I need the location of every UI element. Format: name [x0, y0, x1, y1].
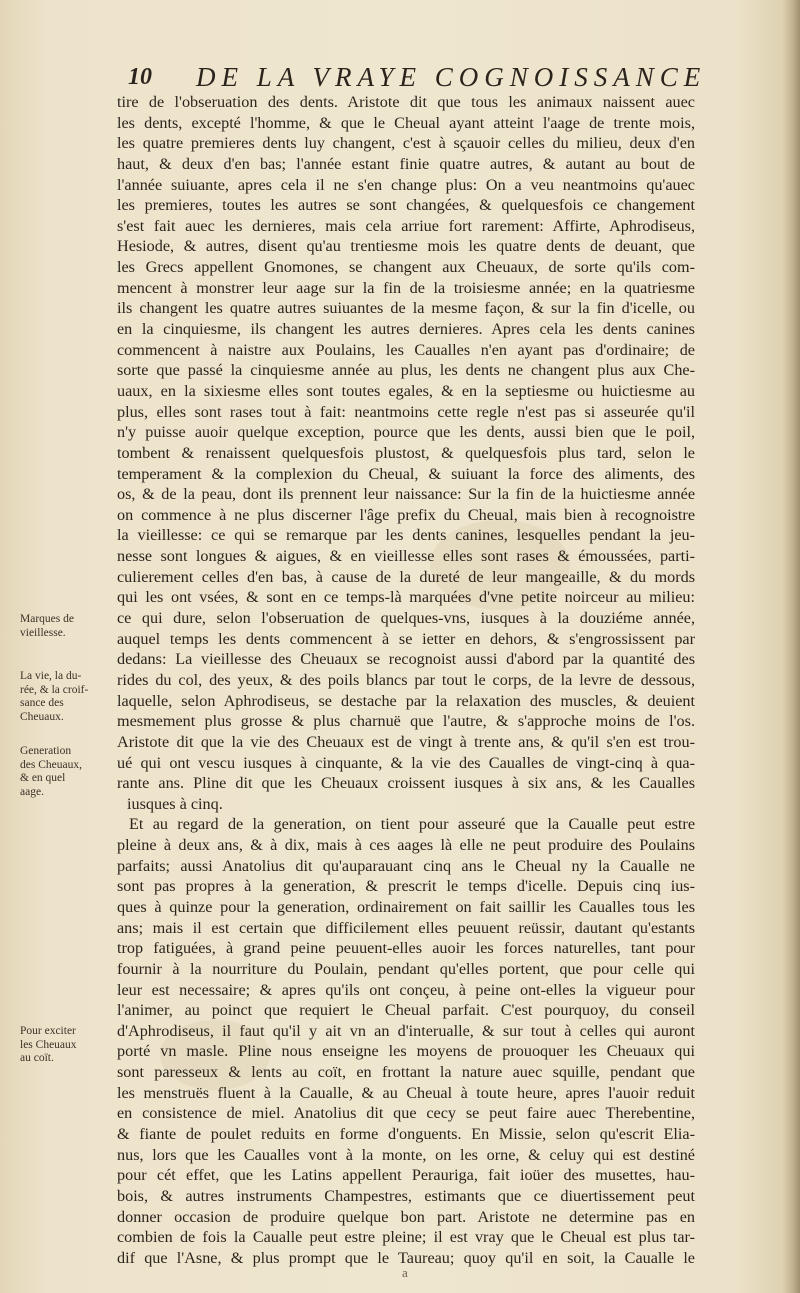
text-line: on commence à ne plus discerner l'âge prefix du Cheual, mais bien à recognoistre — [117, 505, 695, 524]
text-line: combien de fois la Caualle peut estre pleine; il est vray que le Cheual est plus tar- — [117, 1228, 695, 1247]
text-line: Hesiode, & autres, disent qu'au trentiesme mois les quatre dents de deuant, que — [117, 237, 695, 256]
text-line: tombent & renaissent quelquesfois plustost, & quelquesfois plus tard, selon le — [117, 443, 695, 462]
text-line: ué qui ont vescu iusques à cinquante, & la vie des Caualles de vingt-cinq à qua- — [117, 753, 695, 772]
text-line: mesmement plus grosse & plus charnuë que l'autre, & s'approche moins de l'os. — [117, 712, 695, 731]
text-line: ce qui dure, selon l'obseruation de quelques-vns, iusques à la douziéme année, — [117, 609, 695, 628]
text-line: os, & de la peau, dont ils prennent leur naissance: Sur la fin de la huictiesme année — [117, 485, 695, 504]
margin-note — [20, 670, 88, 724]
margin-note-line: Marques de — [20, 613, 74, 625]
margin-note-line: des Cheuaux, — [20, 758, 82, 771]
text-line: les quatre premieres dents luy changent, c'est à sçauoir celles du milieu, deux d'en — [117, 134, 695, 153]
margin-note-line: rée, & la croif- — [20, 683, 89, 696]
text-line: donner occasion de produire quelque bon part. Aristote ne determine pas en — [117, 1207, 695, 1226]
text-line: trop fatiguées, à grand peine peuuent-elles auoir les forces naturelles, tant pour — [117, 939, 695, 958]
text-line: haut, & deux d'en bas; l'année estant finie quatre autres, & autant au bout de — [117, 154, 695, 173]
text-line: n'y puisse auoir quelque exception, pource que les dents, aussi bien que le poil, — [117, 423, 695, 442]
text-line: parfaits; aussi Anatolius dit qu'auparauant cinq ans le Cheual ny la Caualle ne — [117, 856, 695, 875]
margin-note-line: vieillesse. — [20, 626, 66, 639]
margin-note-line: aage. — [20, 785, 44, 798]
text-line: uaux, en la sixiesme elles sont toutes egales, & en la septiesme ou huictiesme au — [117, 381, 695, 400]
text-line: la vieillesse: ce qui se remarque par les dents canines, lesquelles pendant la jeu- — [117, 526, 695, 545]
margin-note-line: sance des — [20, 697, 64, 709]
text-line: d'Aphrodiseus, il faut qu'il y ait vn an d'interualle, & sur tout à celles qui auront — [117, 1021, 695, 1040]
text-line: bois, & autres instruments Champestres, estimants que ce diuertissement peut — [117, 1186, 695, 1205]
text-line: les dents, excepté l'homme, & que le Cheual ayant atteint l'aage de trente mois, — [117, 113, 695, 132]
text-line: leur est necessaire; & apres qu'ils ont conçeu, à peine ont-elles la vigueur pour — [117, 980, 695, 999]
text-line: culierement celles d'en bas, à cause de la dureté de leur mangeaille, & du mords — [117, 567, 695, 586]
text-line: & fiante de poulet reduits en forme d'onguents. En Missie, selon qu'escrit Elia- — [117, 1125, 695, 1144]
margin-note-line: les Cheuaux — [20, 1038, 77, 1051]
margin-note-line: Pour exciter — [20, 1025, 76, 1037]
page-header — [128, 62, 728, 96]
text-line: nus, lors que les Caualles vont à la monte, on les orne, & celuy qui est destiné — [117, 1145, 695, 1164]
margin-note-line: Cheuaux. — [20, 710, 64, 723]
margin-note — [20, 745, 82, 799]
text-line: l'animer, au poinct que requiert le Cheual parfait. C'est pourquoy, du conseil — [117, 1001, 695, 1020]
text-line: ils changent les quatre autres suiuantes de la mesme façon, & sur la fin d'icelle, ou — [117, 299, 695, 318]
text-line: mencent à monstrer leur aage sur la fin de la troisiesme année; en la quatriesme — [117, 278, 695, 297]
text-line: qui les ont vsées, & sont en ce temps-là marquées d'vne petite noirceur au milieu: — [117, 588, 695, 607]
text-line: tire de l'obseruation des dents. Aristote dit que tous les animaux naissent auec — [117, 93, 695, 111]
text-line: Et au regard de la generation, on tient pour asseuré que la Caualle peut estre — [129, 815, 695, 834]
text-line: pleine à deux ans, & à dix, mais à ces aages là elle ne peut produire des Poulains — [117, 836, 695, 855]
text-line: dedans: La vieillesse des Cheuaux se recognoist aussi d'abord par la quantité des — [117, 650, 695, 669]
main-text-block — [117, 92, 695, 1269]
text-line: les menstruës fluent à la Caualle, & au Cheual à toute heure, apres l'auoir reduit — [117, 1083, 695, 1102]
text-line: plus, elles sont rases tout à fait: neantmoins cette regle n'est pas si asseurée qu'il — [117, 402, 695, 421]
margin-note-line: & en quel — [20, 772, 66, 784]
text-line: nesse sont longues & aigues, & en vieillesse elles sont rases & émoussées, parti- — [117, 547, 695, 566]
text-line: laquelle, selon Aphrodiseus, se destache par la relaxation des muscles, & deuient — [117, 691, 695, 710]
margin-note-line: au coït. — [20, 1052, 54, 1064]
text-line: ques à quinze pour la generation, ordinairement on fait saillir les Caualles tous les — [117, 897, 695, 916]
text-line: auquel temps les dents commencent à se ietter en dehors, & s'engrossissent par — [117, 629, 695, 648]
text-line: sont pas propres à la generation, & prescrit le temps d'icelle. Depuis cinq ius- — [117, 877, 695, 896]
text-line: rante ans. Pline dit que les Cheuaux croissent iusques à six ans, & les Caualles — [117, 774, 695, 793]
text-line: s'est fait auec les dernieres, mais cela arriue fort rarement: Affirte, Aphrodiseus, — [117, 216, 695, 235]
text-line: l'année suiuante, apres cela il ne s'en change plus: On a veu neantmoins qu'auec — [117, 175, 695, 194]
text-line: ans; mais il est certain que difficilement elles peuuent reüssir, dautant qu'estants — [117, 918, 695, 937]
text-line: porté vn masle. Pline nous enseigne les moyens de prouoquer les Cheuaux qui — [117, 1042, 695, 1061]
margin-note — [20, 1025, 77, 1066]
margin-note-line: La vie, la du- — [20, 670, 82, 682]
page-edge-shadow — [782, 0, 800, 1293]
text-line: iusques à cinq. — [127, 794, 223, 813]
text-line: fournir à la nourriture du Poulain, pendant qu'elles portent, que pour celle qui — [117, 959, 695, 978]
text-line: dif que l'Asne, & plus prompt que le Taureau; quoy qu'il en soit, la Caualle le — [117, 1248, 695, 1267]
margin-note — [20, 613, 74, 640]
text-line: sorte que passé la cinquiesme année au plus, les dents ne changent plus aux Che- — [117, 361, 695, 380]
text-line: les premieres, toutes les autres se sont changées, & quelquesfois ce changement — [117, 196, 695, 215]
text-line: commencent à naistre aux Poulains, les Caualles n'en ayant pas d'ordinaire; de — [117, 340, 695, 359]
text-line: en la cinquiesme, ils changent les autres dernieres. Apres cela les dents canines — [117, 320, 695, 339]
margin-note-line: Generation — [20, 745, 72, 757]
running-head: DE LA VRAYE COGNOISSANCE — [196, 62, 707, 92]
signature-mark: a — [402, 1265, 408, 1280]
text-line: sont paresseux & lents au coït, en frottant la nature auec squille, pendant que — [117, 1063, 695, 1082]
text-line: pour cét effet, que les Latins appellent Perauriga, fait ioüer des musettes, hau- — [117, 1166, 695, 1185]
folio-number: 10 — [128, 64, 152, 90]
text-line: temperament & la complexion du Cheual, & suiuant la force des aliments, des — [117, 464, 695, 483]
text-line: rides du col, des yeux, & des poils blancs par tout le corps, de la levre de dessous, — [117, 670, 695, 689]
text-line: Aristote dit que la vie des Cheuaux est de vingt à trente ans, & qu'il s'en est trou- — [117, 732, 695, 751]
text-line: en consistence de miel. Anatolius dit que cecy se peut faire auec Therebentine, — [117, 1104, 695, 1123]
text-line: les Grecs appellent Gnomones, se changent aux Cheuaux, de sorte qu'ils com- — [117, 258, 695, 277]
